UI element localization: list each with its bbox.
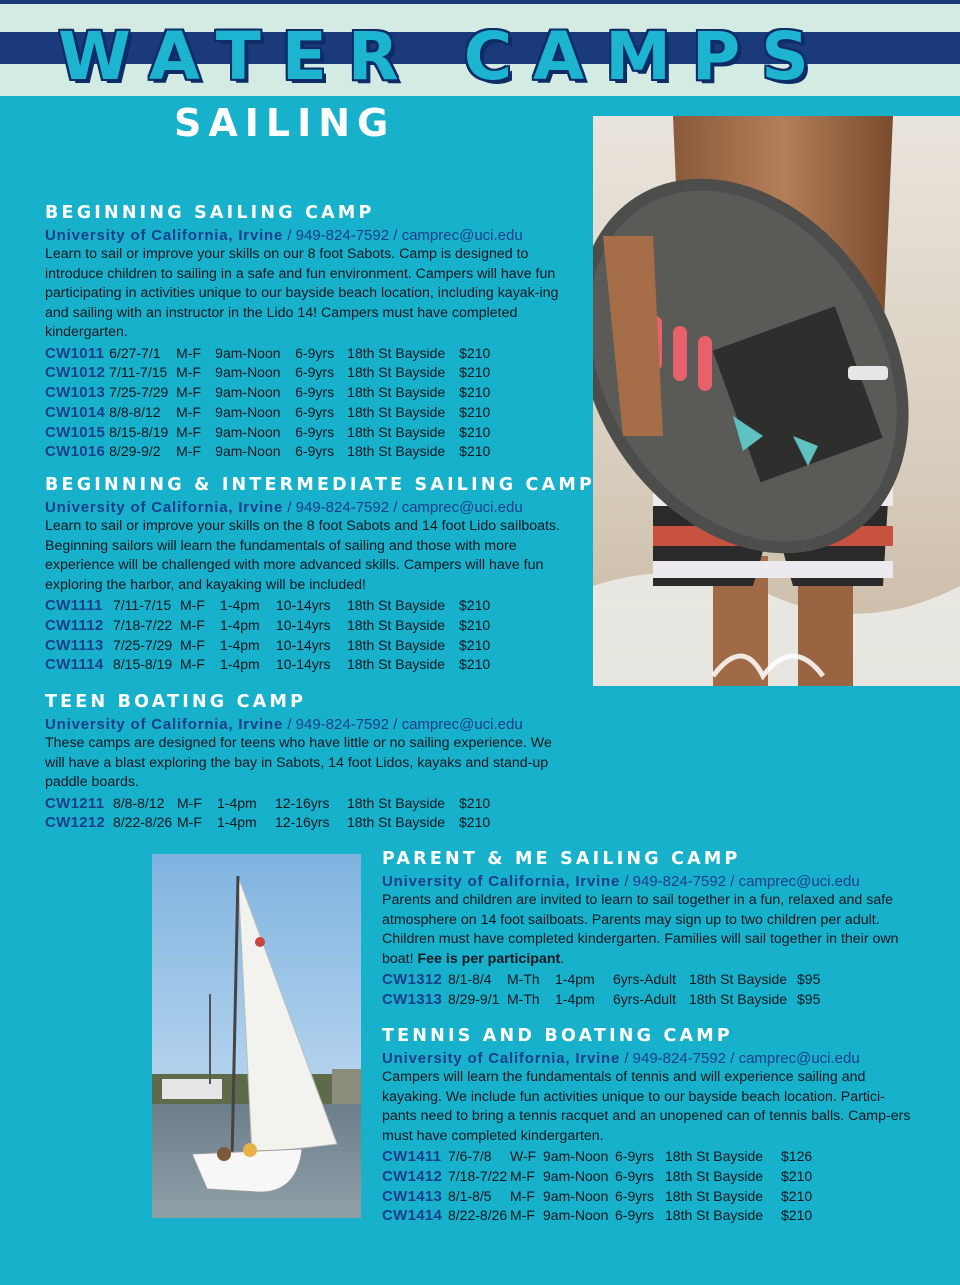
ages: 6-9yrs (295, 364, 335, 381)
ages: 10-14yrs (276, 616, 331, 633)
course-code: CW1016 (45, 443, 106, 461)
table-row (45, 403, 499, 423)
table-row (45, 616, 499, 636)
fee: $95 (797, 990, 821, 1007)
contact-line (45, 715, 585, 734)
days: M-F (180, 616, 205, 633)
contact-line (45, 498, 605, 517)
days: M-F (510, 1187, 535, 1204)
time: 9am-Noon (215, 384, 281, 401)
table-row (382, 990, 827, 1010)
table-row (45, 344, 499, 364)
table-row (45, 813, 499, 833)
ages: 6-9yrs (295, 344, 335, 361)
contact-org: University of California, Irvine (45, 227, 284, 244)
table-row (45, 655, 499, 675)
location: 18th St Bayside (665, 1167, 764, 1184)
ages: 10-14yrs (276, 636, 331, 653)
days: M-F (176, 364, 202, 381)
fee: $210 (459, 403, 491, 420)
dates: 8/8-8/12 (109, 403, 161, 420)
dates: 7/18-7/22 (448, 1167, 508, 1184)
days: M-F (510, 1167, 535, 1184)
ages: 10-14yrs (276, 597, 331, 613)
dates: 8/15-8/19 (109, 423, 169, 440)
dates: 8/22-8/26 (113, 814, 173, 831)
fee: $95 (797, 971, 821, 987)
time: 1-4pm (220, 597, 260, 613)
time: 1-4pm (220, 656, 260, 673)
table-row (382, 970, 827, 990)
contact-line (382, 872, 922, 891)
table-row (382, 1147, 821, 1167)
time: 9am-Noon (543, 1167, 609, 1184)
contact-line (45, 226, 585, 245)
time: 1-4pm (217, 794, 257, 811)
section-title: BEGINNING & INTERMEDIATE SAILING CAMP (45, 475, 595, 495)
time: 9am-Noon (543, 1207, 609, 1224)
days: M-F (177, 794, 202, 811)
section-title: PARENT & ME SAILING CAMP (382, 849, 741, 869)
time: 1-4pm (555, 990, 595, 1007)
location: 18th St Bayside (689, 971, 788, 987)
dates: 8/29-9/2 (109, 443, 161, 460)
fee: $210 (459, 597, 491, 613)
location: 18th St Bayside (347, 403, 446, 420)
fee: $210 (459, 344, 491, 361)
days: M-Th (507, 990, 540, 1007)
course-code: CW1014 (45, 403, 106, 421)
time: 1-4pm (220, 636, 260, 653)
fee: $210 (459, 384, 491, 401)
course-code: CW1414 (382, 1207, 443, 1225)
dates: 8/15-8/19 (113, 656, 173, 673)
location: 18th St Bayside (347, 384, 446, 401)
days: M-F (180, 656, 205, 673)
course-code: CW1111 (45, 597, 103, 614)
fee: $126 (781, 1148, 813, 1164)
section-title: TEEN BOATING CAMP (45, 692, 307, 712)
course-code: CW1411 (382, 1148, 442, 1165)
table-row (45, 423, 499, 443)
days: M-F (176, 443, 202, 460)
table-row (45, 636, 499, 656)
course-code: CW1012 (45, 364, 106, 382)
section-description (382, 891, 912, 969)
fee: $210 (781, 1187, 813, 1204)
fee: $210 (459, 794, 491, 811)
dates: 8/29-9/1 (448, 990, 500, 1007)
location: 18th St Bayside (347, 423, 446, 440)
fee: $210 (459, 636, 491, 653)
time: 9am-Noon (215, 423, 281, 440)
fee: $210 (781, 1207, 813, 1224)
ages: 6-9yrs (615, 1187, 654, 1204)
course-code: CW1013 (45, 384, 106, 402)
section-description: Learn to sail or improve your skills on the 8 foot Sabots and 14 foot Lido sailboats. Beginning sailors will learn the fundamentals of sailing and those with more experience will be challenged with more advanced skills. Campers will have fun exploring the harbor, and kayaking will be included! (45, 518, 560, 593)
dates: 8/1-8/4 (448, 971, 492, 987)
section-tennis-and-boating (382, 1025, 922, 1226)
location: 18th St Bayside (665, 1187, 764, 1204)
location: 18th St Bayside (347, 794, 446, 811)
dates: 7/11-7/15 (113, 597, 172, 613)
schedule-table (382, 1147, 821, 1226)
ages: 6-9yrs (295, 443, 335, 460)
ages: 6-9yrs (615, 1148, 654, 1164)
table-row (45, 363, 499, 383)
course-code: CW1312 (382, 971, 443, 988)
location: 18th St Bayside (347, 814, 446, 831)
table-row (45, 794, 499, 814)
location: 18th St Bayside (347, 344, 446, 361)
fee-note: Fee is per participant (417, 950, 561, 967)
fee-note-end: . (560, 950, 565, 967)
time: 1-4pm (217, 814, 257, 831)
contact-details: / 949-824-7592 / camprec@uci.edu (620, 1050, 860, 1067)
table-row (45, 383, 499, 403)
ages: 12-16yrs (275, 794, 330, 811)
days: M-F (180, 597, 205, 613)
fee: $210 (459, 616, 491, 633)
contact-org: University of California, Irvine (382, 1050, 621, 1067)
location: 18th St Bayside (347, 616, 446, 633)
time: 9am-Noon (215, 344, 281, 361)
contact-line (382, 1049, 922, 1068)
days: M-F (177, 814, 202, 831)
contact-org: University of California, Irvine (382, 873, 621, 890)
contact-details: / 949-824-7592 / camprec@uci.edu (283, 716, 523, 733)
days: M-Th (507, 971, 540, 987)
section-description: Campers will learn the fundamentals of tennis and will experience sailing and kayaking. We include fun activities unique to our bayside beach location. Partici-pants need to bring a tennis racquet and an unopened can of tennis balls. Camp-ers must have completed kindergarten. (382, 1069, 911, 1144)
table-row (45, 442, 499, 462)
description-text: Parents and children are invited to learn to sail together in a fun, relaxed and safe atmosphere on 14 foot sailboats. Parents may sign up to two children per adult. Children must have completed kindergarten. Families will sail together in their own boat! (382, 892, 899, 967)
contact-details: / 949-824-7592 / camprec@uci.edu (283, 499, 523, 516)
table-row (382, 1187, 821, 1207)
contact-org: University of California, Irvine (45, 499, 284, 516)
dates: 7/25-7/29 (109, 384, 169, 401)
table-row (45, 596, 499, 616)
skimboard-photo (593, 116, 960, 686)
section-title: TENNIS AND BOATING CAMP (382, 1026, 733, 1046)
ages: 6-9yrs (295, 423, 335, 440)
ages: 6-9yrs (295, 403, 335, 420)
days: M-F (176, 423, 202, 440)
days: M-F (176, 384, 202, 401)
days: M-F (180, 636, 205, 653)
schedule-table (45, 344, 499, 463)
sailboat-photo (152, 854, 361, 1218)
location: 18th St Bayside (665, 1148, 764, 1164)
section-beginning-intermediate (45, 474, 605, 675)
dates: 7/18-7/22 (113, 616, 173, 633)
course-code: CW1112 (45, 616, 104, 634)
course-code: CW1313 (382, 990, 443, 1008)
location: 18th St Bayside (665, 1207, 764, 1224)
course-code: CW1015 (45, 423, 106, 441)
location: 18th St Bayside (347, 656, 446, 673)
course-code: CW1011 (45, 344, 105, 362)
days: M-F (176, 344, 202, 361)
time: 1-4pm (220, 616, 260, 633)
table-row (382, 1206, 821, 1226)
course-code: CW1114 (45, 656, 104, 674)
page-title: WATER CAMPS (58, 18, 830, 95)
fee: $210 (459, 423, 491, 440)
section-description: Learn to sail or improve your skills on our 8 foot Sabots. Camp is designed to introduce children to sailing in a safe and fun environment. Campers will have fun participating in activities unique to our bayside beach location, including kayak-ing and sailing with an instructor in the Lido 14! Campers must have completed kindergarten. (45, 246, 559, 340)
ages: 12-16yrs (275, 814, 330, 831)
schedule-table (45, 794, 499, 834)
ages: 10-14yrs (276, 656, 331, 673)
time: 9am-Noon (215, 364, 281, 381)
ages: 6-9yrs (615, 1167, 654, 1184)
ages: 6yrs-Adult (613, 971, 677, 987)
schedule-table (45, 596, 499, 675)
time: 9am-Noon (543, 1148, 609, 1164)
dates: 7/6-7/8 (448, 1148, 492, 1164)
location: 18th St Bayside (347, 597, 446, 613)
section-parent-and-me (382, 848, 922, 1010)
location: 18th St Bayside (689, 990, 788, 1007)
page-subtitle: SAILING (174, 101, 396, 145)
ages: 6-9yrs (295, 384, 335, 401)
dates: 8/8-8/12 (113, 794, 165, 811)
contact-details: / 949-824-7592 / camprec@uci.edu (620, 873, 860, 890)
course-code: CW1113 (45, 636, 104, 654)
location: 18th St Bayside (347, 443, 446, 460)
course-code: CW1412 (382, 1167, 443, 1185)
location: 18th St Bayside (347, 364, 446, 381)
dates: 6/27-7/1 (109, 344, 161, 361)
time: 9am-Noon (215, 403, 281, 420)
dates: 8/1-8/5 (448, 1187, 492, 1204)
dates: 7/25-7/29 (113, 636, 173, 653)
fee: $210 (459, 364, 491, 381)
course-code: CW1212 (45, 814, 106, 832)
table-row (382, 1167, 821, 1187)
days: W-F (510, 1148, 537, 1164)
dates: 7/11-7/15 (109, 364, 168, 381)
course-code: CW1413 (382, 1187, 443, 1205)
time: 9am-Noon (543, 1187, 609, 1204)
section-beginning-sailing (45, 202, 585, 462)
time: 1-4pm (555, 971, 595, 987)
contact-org: University of California, Irvine (45, 716, 284, 733)
schedule-table (382, 970, 827, 1010)
ages: 6yrs-Adult (613, 990, 677, 1007)
fee: $210 (459, 656, 491, 673)
dates: 8/22-8/26 (448, 1207, 508, 1224)
fee: $210 (781, 1167, 813, 1184)
fee: $210 (459, 443, 491, 460)
days: M-F (510, 1207, 535, 1224)
course-code: CW1211 (45, 794, 105, 812)
fee: $210 (459, 814, 491, 831)
contact-details: / 949-824-7592 / camprec@uci.edu (283, 227, 523, 244)
section-description: These camps are designed for teens who have little or no sailing experience. We will have a blast exploring the bay in Sabots, 14 foot Lidos, kayaks and stand-up paddle boards. (45, 735, 552, 790)
header-top-line (0, 0, 960, 4)
section-title: BEGINNING SAILING CAMP (45, 203, 375, 223)
ages: 6-9yrs (615, 1207, 654, 1224)
location: 18th St Bayside (347, 636, 446, 653)
section-teen-boating (45, 691, 585, 833)
time: 9am-Noon (215, 443, 281, 460)
days: M-F (176, 403, 202, 420)
